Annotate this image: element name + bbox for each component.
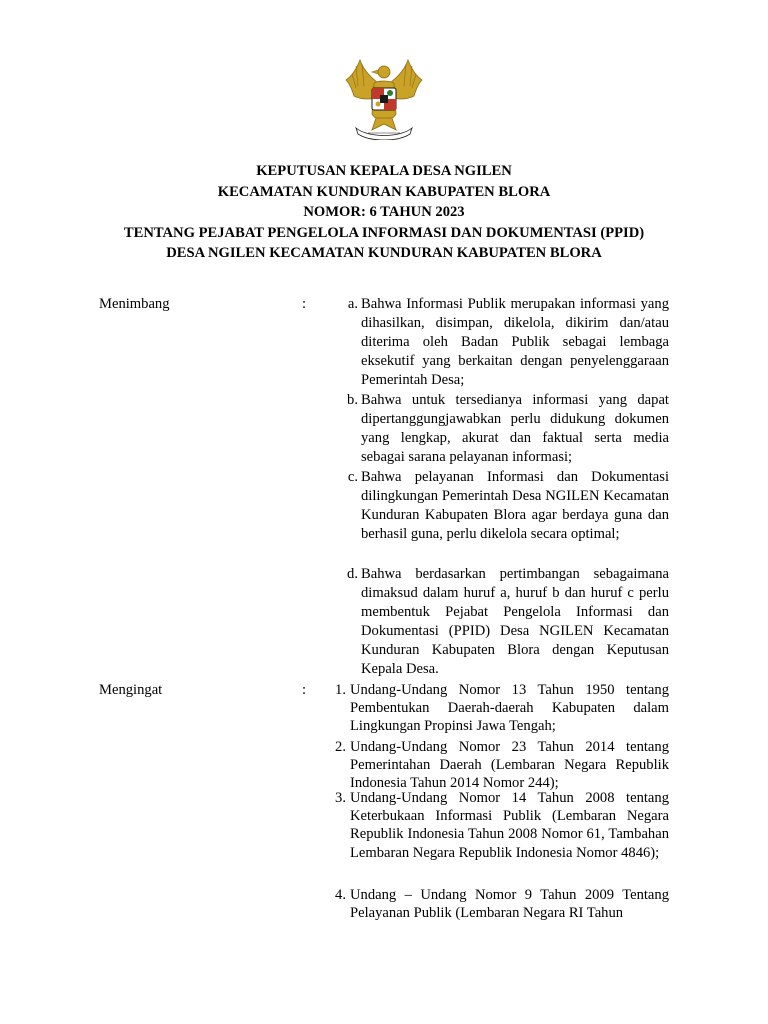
heading-number: NOMOR: 6 TAHUN 2023 (303, 204, 465, 221)
menimbang-label: Menimbang (99, 296, 170, 312)
item-text: Undang – Undang Nomor 9 Tahun 2009 Tentang Pelayanan Publik (Lembaran Negara RI Tahun (350, 887, 669, 922)
item-text: Undang-Undang Nomor 14 Tahun 2008 tentang Keterbukaan Informasi Publik (Lembaran Negara Republik Indonesia Tahun 2008 Nomor 61, Tambahan Lembaran Negara Republik Indonesia Nomor 4846); (350, 790, 669, 861)
item-text: Bahwa pelayanan Informasi dan Dokumentasi dilingkungan Pemerintah Desa NGILEN Kecamatan Kunduran Kabupaten Blora agar berdaya guna dan berhasil guna, perlu dikelola secara optimal; (361, 469, 669, 543)
heading-subject: TENTANG PEJABAT PENGELOLA INFORMASI DAN DOKUMENTASI (PPID) (123, 224, 645, 241)
item-marker: 3. (335, 790, 346, 806)
item-marker: 4. (335, 887, 346, 903)
document-heading (0, 161, 768, 264)
garuda-emblem-icon (334, 56, 434, 140)
item-text: Undang-Undang Nomor 23 Tahun 2014 tentang Pemerintahan Daerah (Lembaran Negara Republik Indonesia Tahun 2014 Nomor 244); (350, 739, 669, 792)
menimbang-colon: : (302, 296, 307, 312)
item-text: Bahwa berdasarkan pertimbangan sebagaimana dimaksud dalam huruf a, huruf b dan huruf c perlu membentuk Pejabat Pengelola Informasi dan Dokumentasi (PPID) Desa NGILEN Kecamatan Kunduran Kabupaten Blora dengan Keputusan Kepala Desa. (361, 566, 669, 678)
heading-decree-title: KEPUTUSAN KEPALA DESA NGILEN (256, 163, 512, 179)
item-marker: a. (347, 296, 358, 312)
item-marker: 1. (335, 682, 346, 698)
item-text: Undang-Undang Nomor 13 Tahun 1950 tentang Pembentukan Daerah-daerah Kabupaten dalam Lingkungan Propinsi Jawa Tengah; (350, 682, 669, 735)
item-text: Bahwa Informasi Publik merupakan informasi yang dihasilkan, disimpan, dikelola, dikirim dan/atau diterima oleh Badan Publik sebagai lembaga eksekutif yang berkaitan dengan penyelenggaraan Pemerintah Desa; (361, 296, 669, 389)
heading-district: KECAMATAN KUNDURAN KABUPATEN BLORA (217, 183, 551, 200)
item-text: Bahwa untuk tersedianya informasi yang dapat dipertanggungjawabkan perlu didukung dokumen yang lengkap, akurat dan faktual serta media sebagai sarana pelayanan informasi; (361, 392, 669, 466)
item-marker: d. (347, 566, 358, 582)
mengingat-colon: : (302, 682, 307, 698)
item-marker: c. (347, 469, 358, 485)
mengingat-label: Mengingat (99, 682, 163, 698)
heading-subject-location: DESA NGILEN KECAMATAN KUNDURAN KABUPATEN BLORA (166, 245, 602, 262)
item-marker: b. (347, 392, 358, 408)
item-marker: 2. (335, 739, 346, 755)
